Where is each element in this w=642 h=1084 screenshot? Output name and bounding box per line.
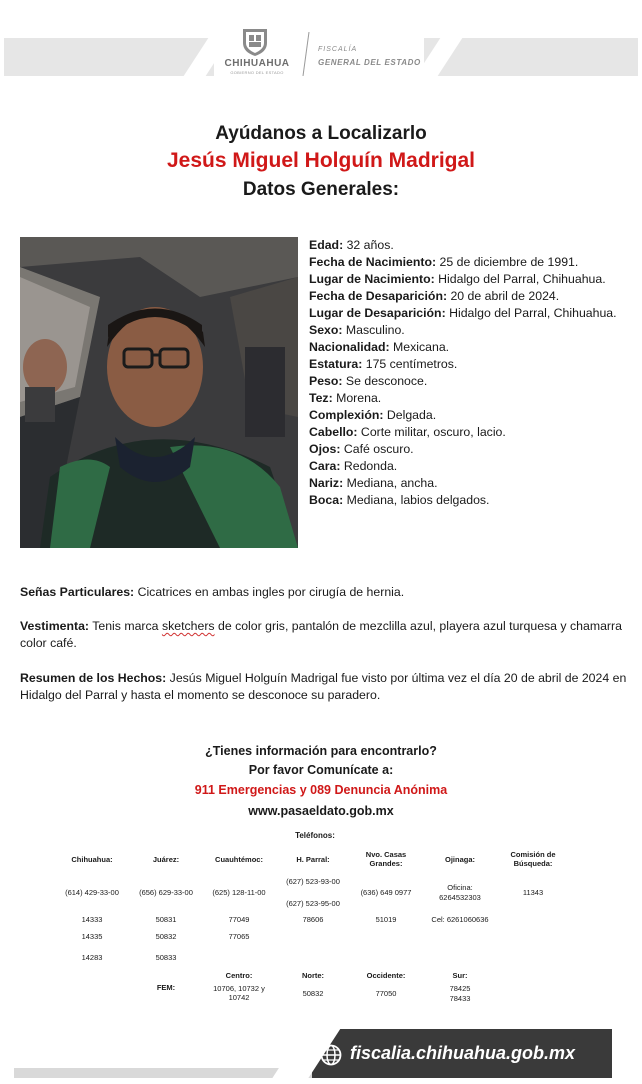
col-juarez: Juárez: (152, 855, 180, 864)
col-parral: H. Parral: (296, 855, 330, 864)
phone-juarez: (656) 629-33-00 (139, 888, 193, 897)
fem-occidente-header: Occidente: (366, 971, 406, 980)
detail-age: Edad: 32 años. (309, 238, 394, 252)
ext-chihuahua-2: 14335 (81, 932, 103, 941)
fem-sur-ext-2: 78433 (449, 994, 471, 1003)
logo-divider (302, 32, 310, 76)
logo-tagline: GOBIERNO DEL ESTADO (230, 70, 284, 75)
agency-line1: FISCALÍA (318, 46, 358, 53)
detail-disappearance-place: Lugar de Desaparición: Hidalgo del Parral, Chihuahua. (309, 306, 617, 320)
globe-icon (320, 1044, 342, 1066)
detail-nationality: Nacionalidad: Mexicana. (309, 340, 450, 354)
ext-chihuahua-3: 14283 (81, 953, 103, 962)
website-link[interactable]: www.pasaeldato.gob.mx (248, 804, 394, 818)
phone-parral-1: (627) 523-93-00 (286, 877, 340, 886)
col-chihuahua: Chihuahua: (71, 855, 113, 864)
ext-cuauhtemoc-1: 77049 (228, 915, 250, 924)
ojinaga-cell: Cel: 6261060636 (431, 915, 489, 924)
col-ojinaga: Ojinaga: (444, 855, 475, 864)
detail-nose: Nariz: Mediana, ancha. (309, 476, 438, 490)
fem-occidente-ext: 77050 (375, 989, 397, 998)
fem-centro-header: Centro: (225, 971, 253, 980)
ext-juarez-2: 50832 (155, 932, 177, 941)
fem-sur-ext-1: 78425 (449, 984, 471, 993)
detail-complexion-tone: Tez: Morena. (309, 391, 382, 405)
phone-parral-2: (627) 523-95-00 (286, 899, 340, 908)
state-shield-icon (240, 27, 270, 57)
phone-chihuahua: (614) 429-33-00 (65, 888, 119, 897)
footer-band (14, 1068, 314, 1078)
phone-comision: 11343 (522, 888, 544, 897)
phone-ncg: (636) 649 0977 (360, 888, 412, 897)
agency-line2: GENERAL DEL ESTADO (318, 58, 421, 67)
contact-question: ¿Tienes información para encontrarlo? (205, 744, 437, 758)
phones-heading: Teléfonos: (295, 831, 335, 840)
logo-name: CHIHUAHUA (224, 58, 290, 69)
detail-eyes: Ojos: Café oscuro. (309, 442, 414, 456)
ext-ncg-1: 51019 (375, 915, 397, 924)
facts-summary: Resumen de los Hechos: Jesús Miguel Holguín Madrigal fue visto por última vez el día 20 de abril de 2024 en Hidalgo del Parral y hasta el momento se desconoce su paradero. (20, 671, 627, 702)
ext-juarez-1: 50831 (155, 915, 177, 924)
person-photo (20, 237, 298, 548)
fem-norte-ext: 50832 (302, 989, 324, 998)
fem-label: FEM: (156, 983, 176, 992)
general-data-heading: Datos Generales: (242, 179, 400, 200)
detail-hair: Cabello: Corte militar, oscuro, lacio. (309, 425, 506, 439)
detail-mouth: Boca: Mediana, labios delgados. (309, 493, 490, 507)
footer-website-link[interactable]: fiscalia.chihuahua.gob.mx (350, 1043, 576, 1063)
contact-communicate: Por favor Comunícate a: (248, 763, 394, 777)
detail-height: Estatura: 175 centímetros. (309, 357, 458, 371)
detail-sex: Sexo: Masculino. (309, 323, 405, 337)
detail-weight: Peso: Se desconoce. (309, 374, 428, 388)
ojinaga-office-label: Oficina: (447, 883, 473, 892)
col-nuevo-casas-grandes: Nvo. Casas Grandes: (365, 850, 407, 868)
distinctive-marks: Señas Particulares: Cicatrices en ambas ingles por cirugía de hernia. (20, 585, 405, 599)
detail-birth-date: Fecha de Nacimiento: 25 de diciembre de 1991. (309, 255, 579, 269)
emergency-numbers: 911 Emergencias y 089 Denuncia Anónima (194, 783, 448, 797)
col-comision-busqueda: Comisión de Búsqueda: (510, 850, 556, 868)
ext-chihuahua-1: 14333 (81, 915, 103, 924)
detail-build: Complexión: Delgada. (309, 408, 437, 422)
ext-cuauhtemoc-2: 77065 (228, 932, 250, 941)
person-name: Jesús Miguel Holguín Madrigal (166, 149, 476, 172)
fem-sur-header: Sur: (452, 971, 468, 980)
help-heading: Ayúdanos a Localizarlo (215, 123, 427, 144)
phone-cuauhtemoc: (625) 128-11-00 (212, 888, 266, 897)
fem-centro-ext: 10706, 10732 y 10742 (213, 984, 265, 1002)
detail-face: Cara: Redonda. (309, 459, 398, 473)
ext-parral-1: 78606 (302, 915, 324, 924)
col-cuauhtemoc: Cuauhtémoc: (215, 855, 263, 864)
general-details (309, 237, 629, 509)
detail-birth-place: Lugar de Nacimiento: Hidalgo del Parral, Chihuahua. (309, 272, 606, 286)
clothing: Vestimenta: Tenis marca sketchers de color gris, pantalón de mezclilla azul, playera azul turquesa y chamarra color café. (20, 619, 622, 650)
fem-norte-header: Norte: (301, 971, 325, 980)
detail-disappearance-date: Fecha de Desaparición: 20 de abril de 2024. (309, 289, 560, 303)
phone-ojinaga: 6264532303 (439, 893, 481, 902)
ext-juarez-3: 50833 (155, 953, 177, 962)
